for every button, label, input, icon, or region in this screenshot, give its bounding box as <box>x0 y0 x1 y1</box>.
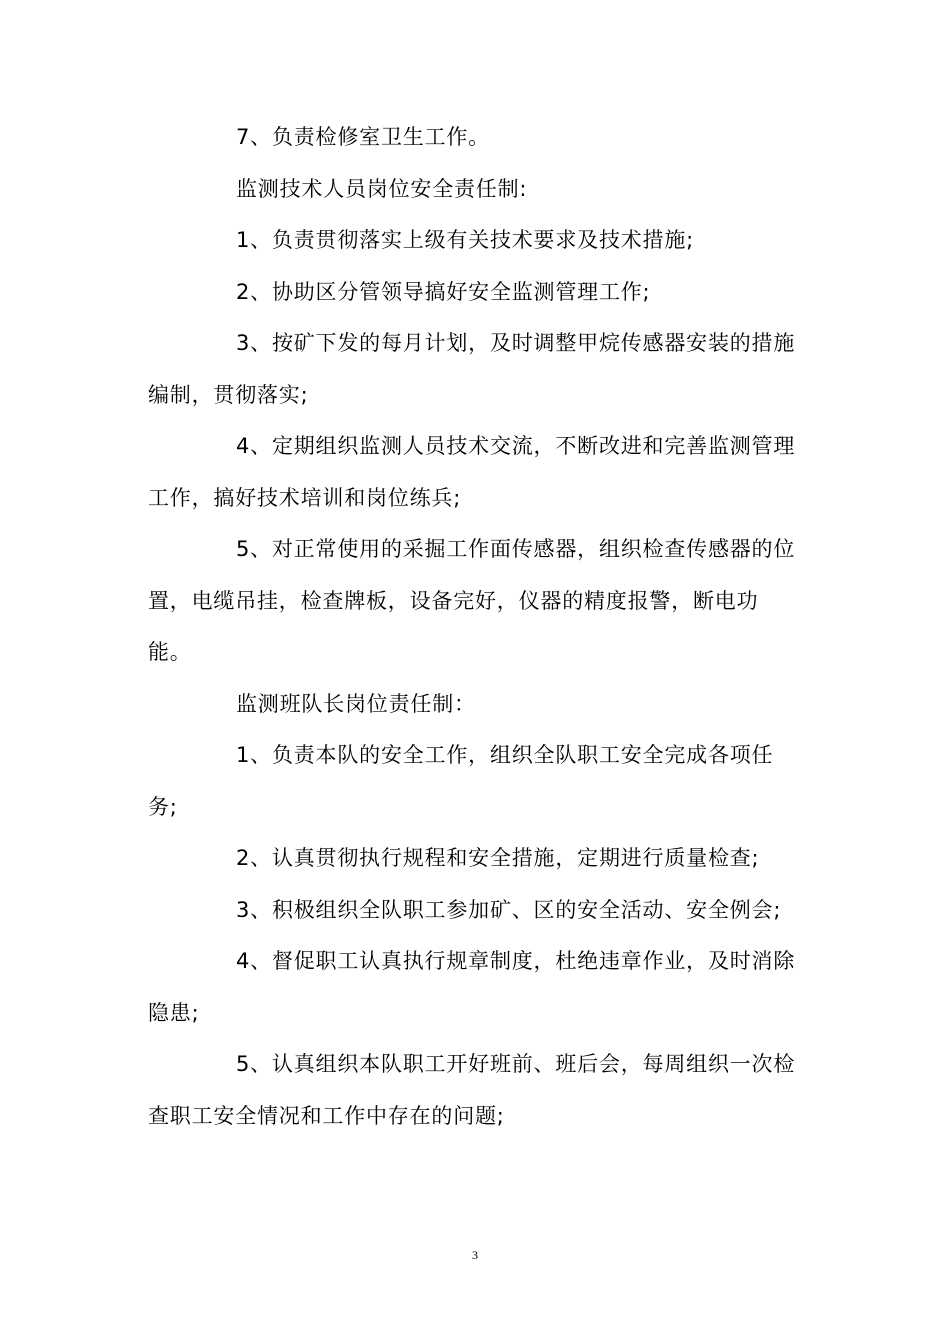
paragraph-tech-item-2: 2、协助区分管领导搞好安全监测管理工作; <box>236 279 651 304</box>
paragraph-tech-item-5: 5、对正常使用的采掘工作面传感器，组织检查传感器的位置，电缆吊挂，检查牌板，设备完好，仪器的精度报警，断电功能。 <box>148 537 796 664</box>
paragraph-leader-item-4: 4、督促职工认真执行规章制度，杜绝违章作业，及时消除隐患; <box>148 949 796 1025</box>
paragraph-maintenance-hygiene: 7、负责检修室卫生工作。 <box>236 125 490 149</box>
paragraph-leader-item-3: 3、积极组织全队职工参加矿、区的安全活动、安全例会; <box>236 897 782 922</box>
page-number: 3 <box>472 1248 478 1262</box>
document-body <box>148 112 798 1142</box>
paragraph-tech-item-1: 1、负责贯彻落实上级有关技术要求及技术措施; <box>236 228 695 252</box>
paragraph-tech-item-4: 4、定期组织监测人员技术交流，不断改进和完善监测管理工作，搞好技术培训和岗位练兵; <box>148 434 796 510</box>
paragraph-leader-item-5: 5、认真组织本队职工开好班前、班后会，每周组织一次检查职工安全情况和工作中存在的问题; <box>148 1052 796 1128</box>
paragraph-tech-item-3: 3、按矿下发的每月计划，及时调整甲烷传感器安装的措施编制，贯彻落实; <box>148 331 796 407</box>
heading-monitoring-team-leader: 监测班队长岗位责任制： <box>236 691 476 716</box>
paragraph-leader-item-2: 2、认真贯彻执行规程和安全措施，定期进行质量检查; <box>236 846 760 870</box>
heading-monitoring-tech-staff: 监测技术人员岗位安全责任制: <box>236 176 528 201</box>
paragraph-leader-item-1: 1、负责本队的安全工作，组织全队职工安全完成各项任务; <box>148 743 774 819</box>
